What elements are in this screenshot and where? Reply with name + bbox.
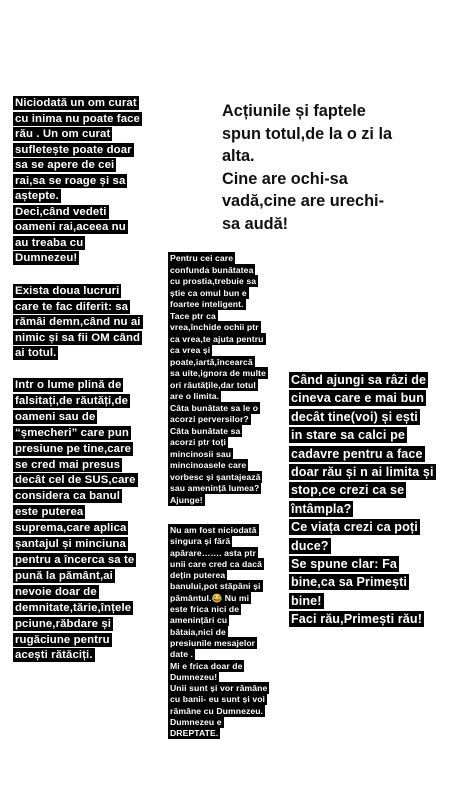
text-note-kindness [168,253,286,506]
text-note-two-things-content: Exista doua lucruri care te fac diferit: sa rămâi demn,când nu ai nimic și sa fii OM când ai totul. [15,285,141,359]
text-note-pure-heart [13,96,163,267]
text-note-never-alone [168,525,286,740]
text-note-world-of-falsity-content: Intr o lume plină de falsitați,de răutăți,de oameni sau de “șmecheri” care pun presiune pe tine,care se cred mai presus decât cel de SUS,care considera ca banul este puterea suprema,care aplica șantajul și minciuna pentru a încerca sa te pună la pământ,ai nevoie doar de demnitate,tărie,înțele pciune,răbdare și rugăciune pentru acești rătăciți. [15,379,136,662]
text-note-two-things [13,284,163,362]
quote-text: Acțiunile și faptele spun totul,de la o zi la alta. Cine are ochi-sa vadă,cine are urechi- sa audă! [222,102,393,233]
text-note-world-of-falsity [13,378,163,664]
text-note-never-alone-content: Nu am fost niciodată singura și fără apărare……. asta ptr unii care cred ca dacă dețin puterea banului,pot stăpâni și pământul.😂 Nu mi este frica nici de amenințări cu bătaia,nici de presiunile mesajelor date . Mi e frica doar de Dumnezeu! Unii sunt și vor rămâne cu banii- eu sunt și voi rămâne cu Dumnezeu. Dumnezeu e DREPTATE. [170,525,268,739]
text-note-kindness-content: Pentru cei care confunda bunătatea cu prostia,trebuie sa știe ca omul bun e foartee inteligent. Tace ptr ca vrea,închide ochii ptr ca vrea,te ajuta pentru ca vrea și poate,iartă,încearcă sa uite,ignora de multe ori răutățile,dar totul are o limita. Câta bunătate sa le o acorzi perversilor? Câta bunătate sa acorzi ptr toți mincinosii sau mincinoasele care vorbesc și șantajează sau amenință lumea? Ajunge! [170,253,266,505]
text-note-pure-heart-content: Niciodată un om curat cu inima nu poate face rău . Un om curat sufletește poate doar sa se apere de cei rai,sa se roage și sa aștepte. Deci,când vedeti oameni rai,aceea nu au treaba cu Dumnezeu! [15,97,140,264]
text-note-laugh-at-others-content: Când ajungi sa râzi de cineva care e mai bun decât tine(voi) și ești in stare sa calci pe cadavre pentru a face doar rău și n ai limita și stop,ce crezi ca se întâmpla? Ce viața crezi ca poți duce? Se spune clar: Fa bine,ca sa Primești bine! Faci rău,Primești rău! [291,373,434,627]
text-note-laugh-at-others [289,371,445,629]
